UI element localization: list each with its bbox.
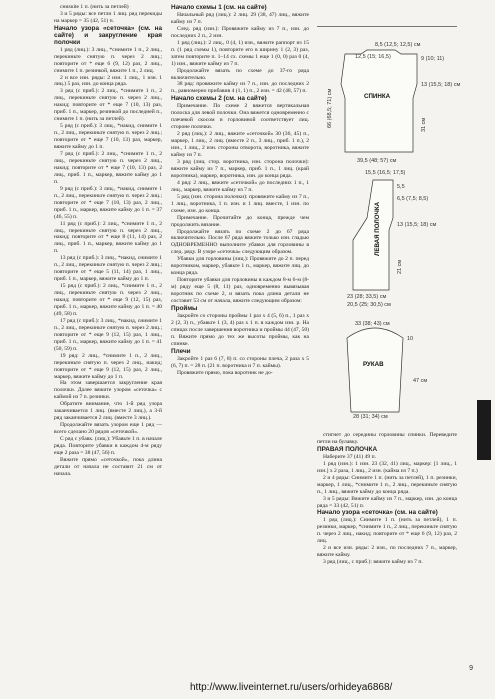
back-label: СПИНКА <box>364 93 391 100</box>
paragraph: Вяжите прямо «сеточкой», пока длина детали от начала не составит 21 см от начала. <box>54 456 162 477</box>
back-right-height: 31 см <box>421 117 427 132</box>
paragraph: 2 и 4 ряды: Снимите 1 п. (нить за петлей), 1 п. резинки, маркер, 1 лиц., *снимите 1 п., 2 лиц., перекиньте снятую п., 1 лиц., вяжите кайму до конца ряда. <box>317 474 457 495</box>
paragraph: Примечание. Прочитайте до конца, прежде чем продолжить вязание. <box>171 214 309 228</box>
paragraph: След. ряд (изн.): Провяжите кайму из 7 п., изн. до последних 2 п., 2 изн. <box>171 25 309 39</box>
text-column-2 <box>171 4 309 377</box>
section-heading: Начало узора «сеточка» (см. на сайте) <box>317 509 438 517</box>
front-h4-dim: 21 см <box>397 259 403 274</box>
paragraph: 5 ряд (изн. сторона полочки): провяжите кайму из 7 п., 1 лиц., воротника, 1 п. изн. и 1 лиц. вместе, 1 изн. по схеме, изн. до конца. <box>171 193 309 214</box>
back-shoulder-dim: 12,5 (15; 16,5) <box>355 54 391 60</box>
front-h3-dim: 13 (15,5; 18) см <box>397 222 437 228</box>
back-h1-dim: 9 (10; 11) <box>421 56 445 62</box>
paragraph: Обратите внимание, что 1-й ряд узора заканчивается 1 лиц. (вместе 2 лиц.), а 3-й ряд заканчивается 2 лиц. (вместе 3 лиц.). <box>54 401 162 422</box>
paragraph: 2 и все изн. ряды: 2 изн., по последних 7 п., маркер, вяжите кайму. <box>317 545 457 559</box>
paragraph: 38 ряд: провяжите кайму из 7 п., изн. до последних 2 п., равномерно прибавив 4 (1, 1) п., 2 изн. = 42 (48, 57) п. <box>171 81 309 95</box>
front-mid-dim: 20,5 (25; 30,5) см <box>347 302 391 308</box>
paragraph: С ряд с убавк. (лиц.): Убавьте 1 п. в начале ряда. Повторите убавки в каждом 4-м ряду еще 2 раза = 38 (47, 56) п. <box>54 436 162 456</box>
paragraph: Закройте со стороны проймы 1 раз x 4 (5, 6) п., 1 раз x 2 (2, 3) п., убавьте 1 (3, 4) раз x 1 п. в каждом изн. р. На спицах после завершения воротника и проймы 44 (47, 50) п. Вяжите прямо до тех же высоты проймы, как на спинке. <box>171 312 309 347</box>
paragraph: 3 и 5 ряды: Вяжите кайму из 7 п., маркер, изн. до конца ряда = 33 (42, 51) п. <box>317 495 457 509</box>
section-heading: Начало схемы 2 (см. на сайте) <box>171 95 267 103</box>
paragraph: Продолжайте вязать по схеме до 37-го ряда включительно. <box>171 67 309 81</box>
paragraph: 1 ряд (лиц.): 3 лиц., *снимите 1 п., 2 лиц., перекиньте снятую п. через 2 лиц.; повторите от * еще 6 (9, 12) раз, 2 лиц., снимите 1 п. резинкой, вяжите 1 п., 2 лиц. <box>54 46 162 74</box>
paragraph: 3 и 5 ряды: все петли 1 лиц. ряд перекиды на маркер = 35 (42, 51) п. <box>54 10 162 24</box>
source-url: http://www.liveinternet.ru/users/orhideya6868/ <box>190 682 393 693</box>
paragraph: 7 ряд (с приб.): 2 лиц., *снимите 1 п., 2 лиц., перекиньте снятую п. через 2 лиц., накид; повторите от * еще 7 (10, 13) раз, 2 лиц., приб. 1 п., маркер, вяжите кайму до 1 п. <box>54 151 162 185</box>
back-h2-dim: 13 (15,5; 18) см <box>421 82 461 88</box>
section-heading: Начало схемы 1 (см. на сайте) <box>171 4 267 11</box>
paragraph: 1 ряд (лиц.): Снимите 1 п. (нить за петлей), 1 п. резинки, маркер, *снимите 1 п., 2 лиц., перекиньте снятую п. через 2 лиц., накид; повторите от * еще 6 (9, 12) раз, 2 лиц. <box>317 517 457 545</box>
paragraph: 2 и все изн. ряды: 2 изн. 1 лиц., 1 изн. 1 лиц.) 5 раз, изн. до конца ряда. <box>54 74 162 88</box>
back-top-dim: 8,5 (12,5; 12,5) см <box>375 42 421 48</box>
paragraph: 5 ряд (с приб.): 3 лиц., *накид, снимите 1 п., 2 лиц., перекиньте снятую п. через 2 лиц.; повторите от * еще 7 (10, 13) раз, маркер, вяжите кайму до 1 п. <box>54 123 162 151</box>
paragraph: 17 ряд (с приб.): 3 лиц., *накид, снимите 1 п., 2 лиц., перекиньте снятую п. через 2 лиц.; повторите от * еще 9 (12, 15) раз, 1 лиц., приб. 1 п., маркер, вяжите кайму до 1 п. = 41 (50, 59) п. <box>54 317 162 352</box>
paragraph: Повторите убавки для горловины в каждом 8-м 6-м (8-м) ряду еще 5 (8, 11) раз, одновременно вывязывая воротник по схеме 2, и вязать пока длина детали не составит 53 см от начала, вяжите следующим образом: <box>171 277 309 305</box>
paragraph: Наберите 37 (41) 49 п. <box>323 453 376 460</box>
sleeve-bottom-dim: 28 (31; 34) см <box>353 414 388 420</box>
pattern-diagrams <box>317 40 477 420</box>
paragraph: 15 ряд (с приб.): 2 лиц., *снимите 1 п., 2 лиц., перекиньте снятую п. через 2 лиц., накид; повторите от * еще 9 (12, 15) раз, приб. 1 п., маркер, вяжите кайму до 1 п. = 40 (49, 58) п. <box>54 283 162 317</box>
paragraph: 1 ряд (изн.): 1 изн. 23 (32, 41) лиц., маркер: [1 лиц., 1 изн.] x 2 раза, 1 лиц., 2 изн. (кайма из 7 п.) <box>317 460 457 474</box>
paragraph: 1 ряд (лиц.): 2 лиц., 0 (4, 1) изн., вяжите раппорт из 15 п. (1 ряд схемы 1), повторите его в ширину 1 (2, 3) раз, затем повторите п. 1–14 сх. схемы 1 еще 1 (0, 0) раз 0 (4, 1) изн., вяжите кайму из 7 п. <box>171 39 309 67</box>
paragraph: Убавки для горловины (лиц.): Провяжите до 2 п. перед воротником, маркер, убавьте 1 п., маркер, вяжите лиц. до конца ряда. <box>171 256 309 277</box>
sleeve-schematic <box>347 328 403 412</box>
text-column-3 <box>317 432 457 566</box>
front-top-dim: 15,5 (16,5; 17,5) <box>365 170 406 176</box>
paragraph: сниsnite 1 п. (нить за петлей) <box>60 4 129 10</box>
paragraph: Закройте 1 раз 6 (7, 8) п. со стороны плеча, 2 раза x 5 (6, 7) п. = 28 п. (21 п. воротника и 7 п. каймы). <box>171 355 309 369</box>
paragraph: 11 ряд (с приб.): 2 лиц., *снимите 1 п., 2 лиц., перекиньте снятую п. через 2 лиц., накид; повторите от * еще 8 (11, 14) раз, 2 лиц., приб. 1 п., маркер, вяжите кайму до 1 п. <box>54 220 162 255</box>
sleeve-h1-dim: 10 <box>407 336 414 342</box>
front-schematic <box>353 180 393 290</box>
sleeve-h2-dim: 47 см <box>413 378 428 384</box>
back-bottom-dim: 39,5 (48; 57) см <box>357 158 397 164</box>
section-heading: Плечи <box>171 347 191 355</box>
paragraph: 2 ряд (лиц.): 2 лиц., вяжите «сеточкой» 30 (36, 45) п., маркер, 1 лиц., 2 лиц. (вместе 2 п., 3 лиц., приб. 1 п.), 2 изн., 1 лиц., 2 изн. стороны отворота, воротника, вяжите кайму из 7 п. <box>171 131 309 159</box>
paragraph: 19 ряд: 2 лиц., *снимите 1 п., 2 лиц., перекиньте снятую п. через 2 лиц., накид; повторите от * еще 9 (12, 15) раз, 2 лиц., маркер, вяжите кайму до 1 п. <box>54 352 162 380</box>
back-schematic <box>341 50 417 152</box>
paragraph: 3 ряд (лиц., с приб.): вяжите кайму из 7 п. <box>323 559 423 566</box>
front-h2-dim: 6,5 (7,5; 8,5) <box>397 196 429 202</box>
paragraph: Примечание. По схеме 2 вяжется вертикальная полоска для левой полочки. Она вяжется одновременно с плечевой скосом и горловиной соответствует лиц. стороне полочки. <box>171 103 309 131</box>
section-heading: ПРАВАЯ ПОЛОЧКА <box>317 445 378 453</box>
paragraph: Провяжите прямо, пока воротник не до- <box>177 369 273 376</box>
paragraph: Продолжайте вязать по схеме 2 до 67 ряда включительно. После 67 ряда вяжите только изн. гладью ОДНОВРЕМЕННО выполните убавки для горловины в след. ряду. В узоре «сеточка» следующим образом. <box>171 228 309 256</box>
sleeve-label: РУКАВ <box>363 361 384 368</box>
pattern-schematics-svg <box>317 40 477 420</box>
back-left-height: 66 (68,5; 71) см <box>327 88 333 128</box>
front-bottom-dim: 23 (28; 33,5) см <box>347 294 387 300</box>
paragraph: 9 ряд (с приб.): 3 лиц., *накид, снимите 1 п., 2 лиц., перекиньте снятую п. через 2 лиц.; повторите от * еще 7 (10, 13) раз, 2 лиц., приб. 1 п., маркер, вяжите кайму до 1 п. = 37 (46, 55) п. <box>54 185 162 220</box>
sleeve-top-dim: 33 (38; 43) см <box>355 321 390 327</box>
paragraph: На этом завершается закругление края полочки. Далее вяжите узором «сеточка» с каймой из 7 п. резинки. <box>54 380 162 401</box>
section-heading: Начало узора «сеточка» (см. на сайте) и закругление края полочки <box>54 24 162 46</box>
paragraph: Продолжайте вязать узором еще 1 ряд — всего сделано 20 рядов «сеточкой». <box>54 422 162 436</box>
section-heading: Проймы <box>171 304 198 312</box>
text-column-1 <box>54 4 162 478</box>
side-tab <box>477 400 491 460</box>
front-h1-dim: 5,5 <box>397 184 405 190</box>
front-label: ЛЕВАЯ ПОЛОЧКА <box>374 201 381 256</box>
paragraph: 3 ряд (лиц. стор. воротника, изн. сторона полочки): вяжите кайму из 7 п., маркер, приб. 1 п., 1 лиц. (край воротника), маркер, воротника, изн. до конца ряда. <box>171 158 309 179</box>
paragraph: 13 ряд (с приб.): 3 лиц., *накид, снимите 1 п., 2 лиц., перекиньте снятую п. через 2 лиц.; повторите от * еще 5 (11, 14) раз, 1 лиц., приб. 1 п., маркер, вяжите кайму до 1 п. <box>54 255 162 283</box>
page-number: 9 <box>469 665 473 672</box>
paragraph: Начальный ряд (лиц.): 2 лиц. 29 (38, 47) лиц., вяжите кайму из 7 п. <box>171 11 309 25</box>
paragraph: 4 ряд: 2 лиц., вяжите «сеточкой» до последних 1 п., 1 лиц., маркер, вяжите кайму из 7 п. <box>171 179 309 193</box>
top-rule <box>317 26 457 27</box>
paragraph: стигнет до середины горловины спинки. Переведите петли на булавку. <box>317 432 457 445</box>
paragraph: 3 ряд (с приб.): 2 лиц., *снимите 1 п., 2 лиц., перекиньте снятую п. через 2 лиц., накид; повторите от * еще 7 (10, 13) раз, приб. 1 п., маркер, резинкой до последней п., снимите 1 п. (нить за петлей). <box>54 88 162 123</box>
